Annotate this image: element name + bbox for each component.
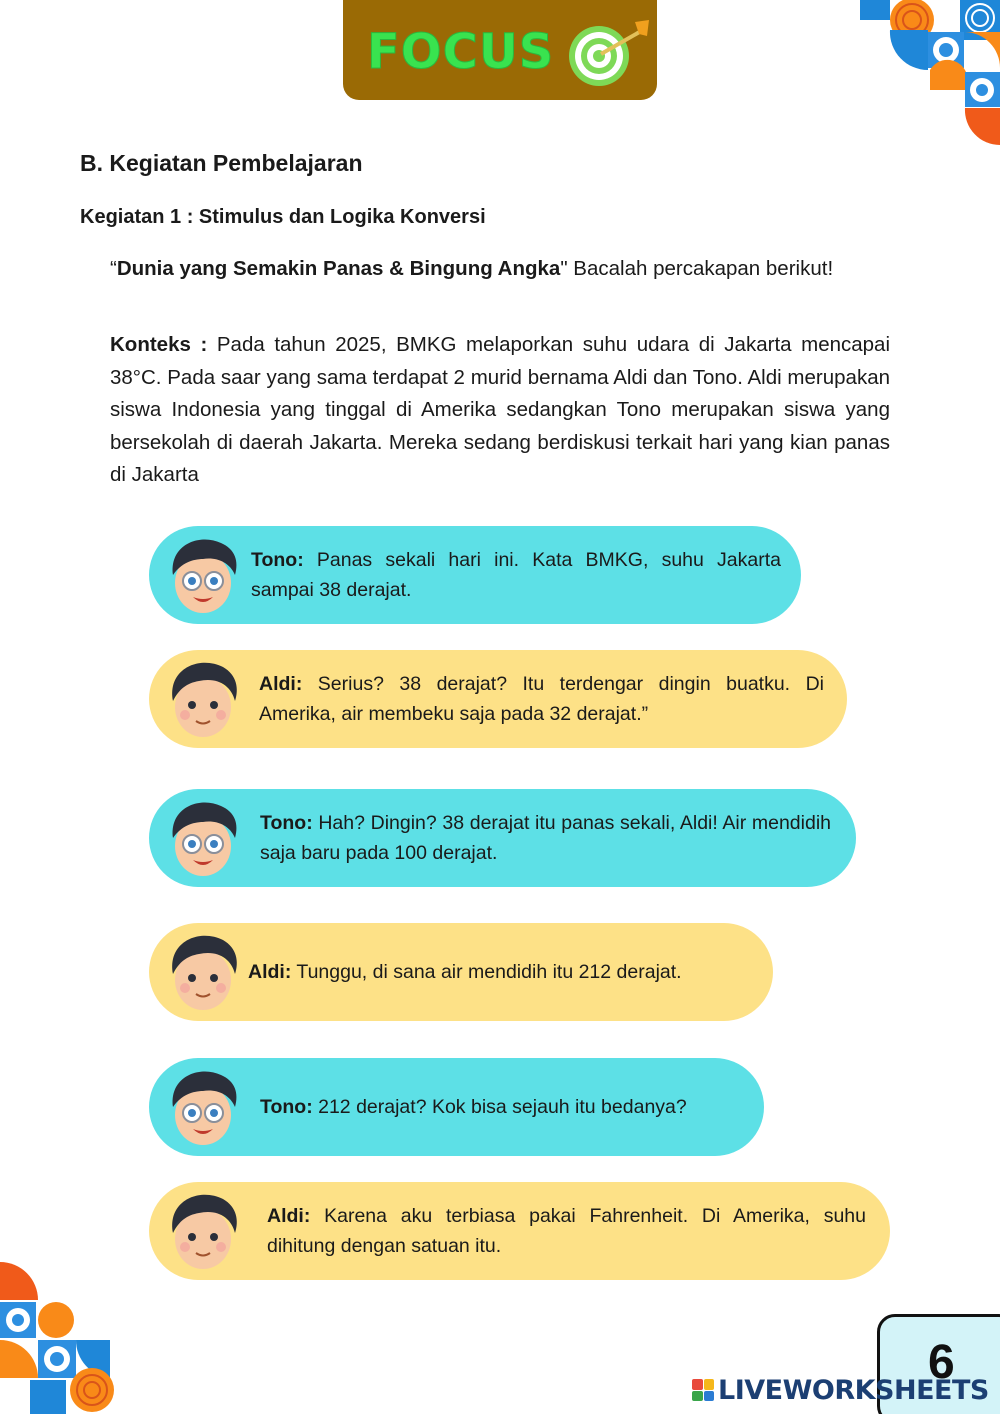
tono-avatar-icon [159, 531, 247, 619]
speaker-name: Tono: [260, 812, 313, 834]
page-number: 6 [928, 1336, 955, 1389]
dialogue-line-3 [260, 808, 831, 868]
quote-mark: “ [110, 257, 117, 280]
context-label: Konteks : [110, 333, 208, 356]
dialogue-line-6 [267, 1201, 866, 1261]
tono-avatar-icon [159, 1063, 247, 1151]
speaker-name: Aldi: [267, 1205, 311, 1227]
dialogue-text: Tunggu, di sana air mendidih itu 212 derajat. [291, 961, 682, 983]
liveworksheets-watermark[interactable] [692, 1374, 989, 1406]
intro-instruction: " Bacalah percakapan berikut! [560, 257, 834, 280]
intro-paragraph [110, 253, 890, 286]
dialogue-bubble-aldi [149, 1182, 890, 1280]
banner-title: FOCUS [367, 24, 555, 80]
speaker-name: Aldi: [248, 961, 292, 983]
liveworksheets-logo-icon [692, 1379, 714, 1401]
dialogue-bubble-aldi [149, 650, 847, 748]
focus-banner [343, 0, 657, 100]
aldi-avatar-icon [159, 1187, 247, 1275]
dialogue-text: Hah? Dingin? 38 derajat itu panas sekali, Aldi! Air mendidih saja baru pada 100 derajat. [260, 812, 831, 864]
dialogue-bubble-aldi [149, 923, 773, 1021]
story-title: Dunia yang Semakin Panas & Bingung Angka [116, 257, 561, 280]
activity-title: Kegiatan 1 : Stimulus dan Logika Konversi [80, 206, 486, 228]
dialogue-line-4 [248, 957, 758, 987]
context-paragraph [110, 329, 890, 492]
dialogue-bubble-tono [149, 1058, 764, 1156]
dialogue-line-5 [260, 1092, 750, 1122]
target-dart-icon [563, 18, 653, 88]
brand-name: LIVEWORKSHEETS [718, 1374, 989, 1406]
dialogue-text: Panas sekali hari ini. Kata BMKG, suhu Jakarta sampai 38 derajat. [251, 549, 781, 601]
dialogue-text: Karena aku terbiasa pakai Fahrenheit. Di Amerika, suhu dihitung dengan satuan itu. [267, 1205, 866, 1257]
speaker-name: Aldi: [259, 673, 303, 695]
decorative-shapes-top-right [850, 0, 1000, 150]
aldi-avatar-icon [159, 928, 247, 1016]
speaker-name: Tono: [251, 549, 304, 571]
dialogue-line-2 [259, 669, 824, 729]
tono-avatar-icon [159, 794, 247, 882]
section-title: B. Kegiatan Pembelajaran [80, 150, 363, 176]
decorative-shapes-bottom-left [0, 1262, 130, 1414]
speaker-name: Tono: [260, 1096, 313, 1118]
dialogue-bubble-tono [149, 789, 856, 887]
dialogue-text: 212 derajat? Kok bisa sejauh itu bedanya? [312, 1096, 687, 1118]
dialogue-text: Serius? 38 derajat? Itu terdengar dingin buatku. Di Amerika, air membeku saja pada 32 derajat.” [259, 673, 824, 725]
context-text: Pada tahun 2025, BMKG melaporkan suhu udara di Jakarta mencapai 38°C. Pada saar yang sama terdapat 2 murid bernama Aldi dan Tono. Aldi merupakan siswa Indonesia yang tinggal di Amerika sedangkan Tono merupakan siswa yang bersekolah di daerah Jakarta. Mereka sedang berdiskusi terkait hari yang kian panas di Jakarta [110, 333, 891, 486]
aldi-avatar-icon [159, 655, 247, 743]
dialogue-bubble-tono [149, 526, 801, 624]
dialogue-line-1 [251, 545, 781, 605]
